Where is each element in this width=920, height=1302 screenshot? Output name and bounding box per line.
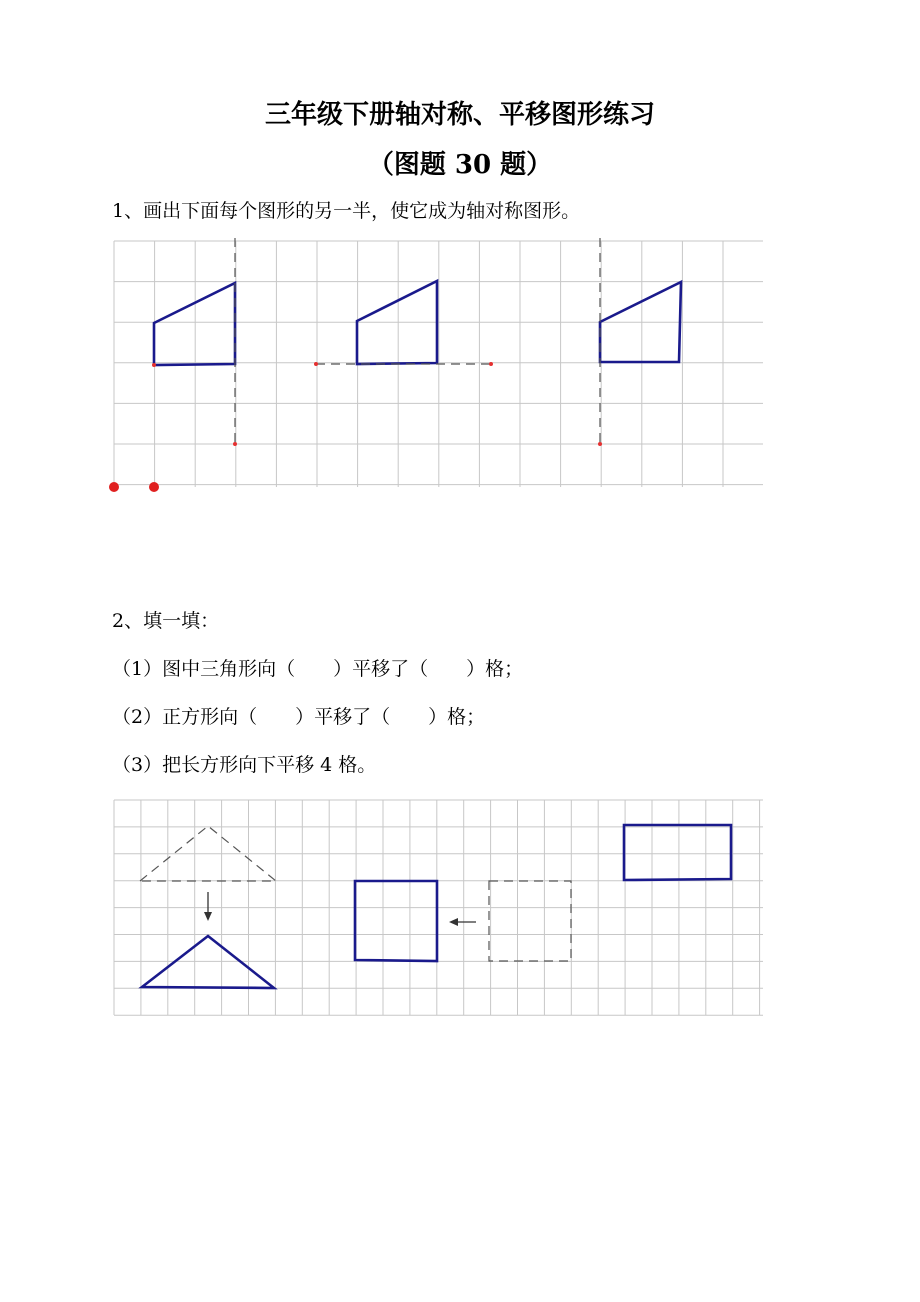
worksheet-subtitle: （图题 30 题） <box>367 150 553 180</box>
q1-figure-1 <box>152 238 237 446</box>
q2-arrow-left <box>449 918 476 926</box>
worksheet-title: 三年级下册轴对称、平移图形练习 <box>264 100 655 130</box>
origin-marker <box>149 482 159 492</box>
question-1-text: 1、画出下面每个图形的另一半，使它成为轴对称图形。 <box>112 200 581 222</box>
q1-figure-2 <box>314 281 493 366</box>
q2-square-moved <box>355 881 437 961</box>
grid-2 <box>114 800 763 1015</box>
q2-square-original <box>489 881 571 961</box>
q1-figure-3 <box>598 238 681 446</box>
question-2-part-2: （2）正方形向（ ）平移了（ ）格； <box>112 706 486 728</box>
question-2-part-1: （1）图中三角形向（ ）平移了（ ）格； <box>112 658 524 680</box>
question-2-text: 2、填一填： <box>112 610 220 632</box>
q2-triangle-moved <box>142 936 274 988</box>
question-2-part-3: （3）把长方形向下平移 4 格。 <box>112 754 377 776</box>
origin-marker <box>109 482 119 492</box>
q2-arrow-down <box>204 892 212 921</box>
q2-rectangle <box>624 825 731 880</box>
